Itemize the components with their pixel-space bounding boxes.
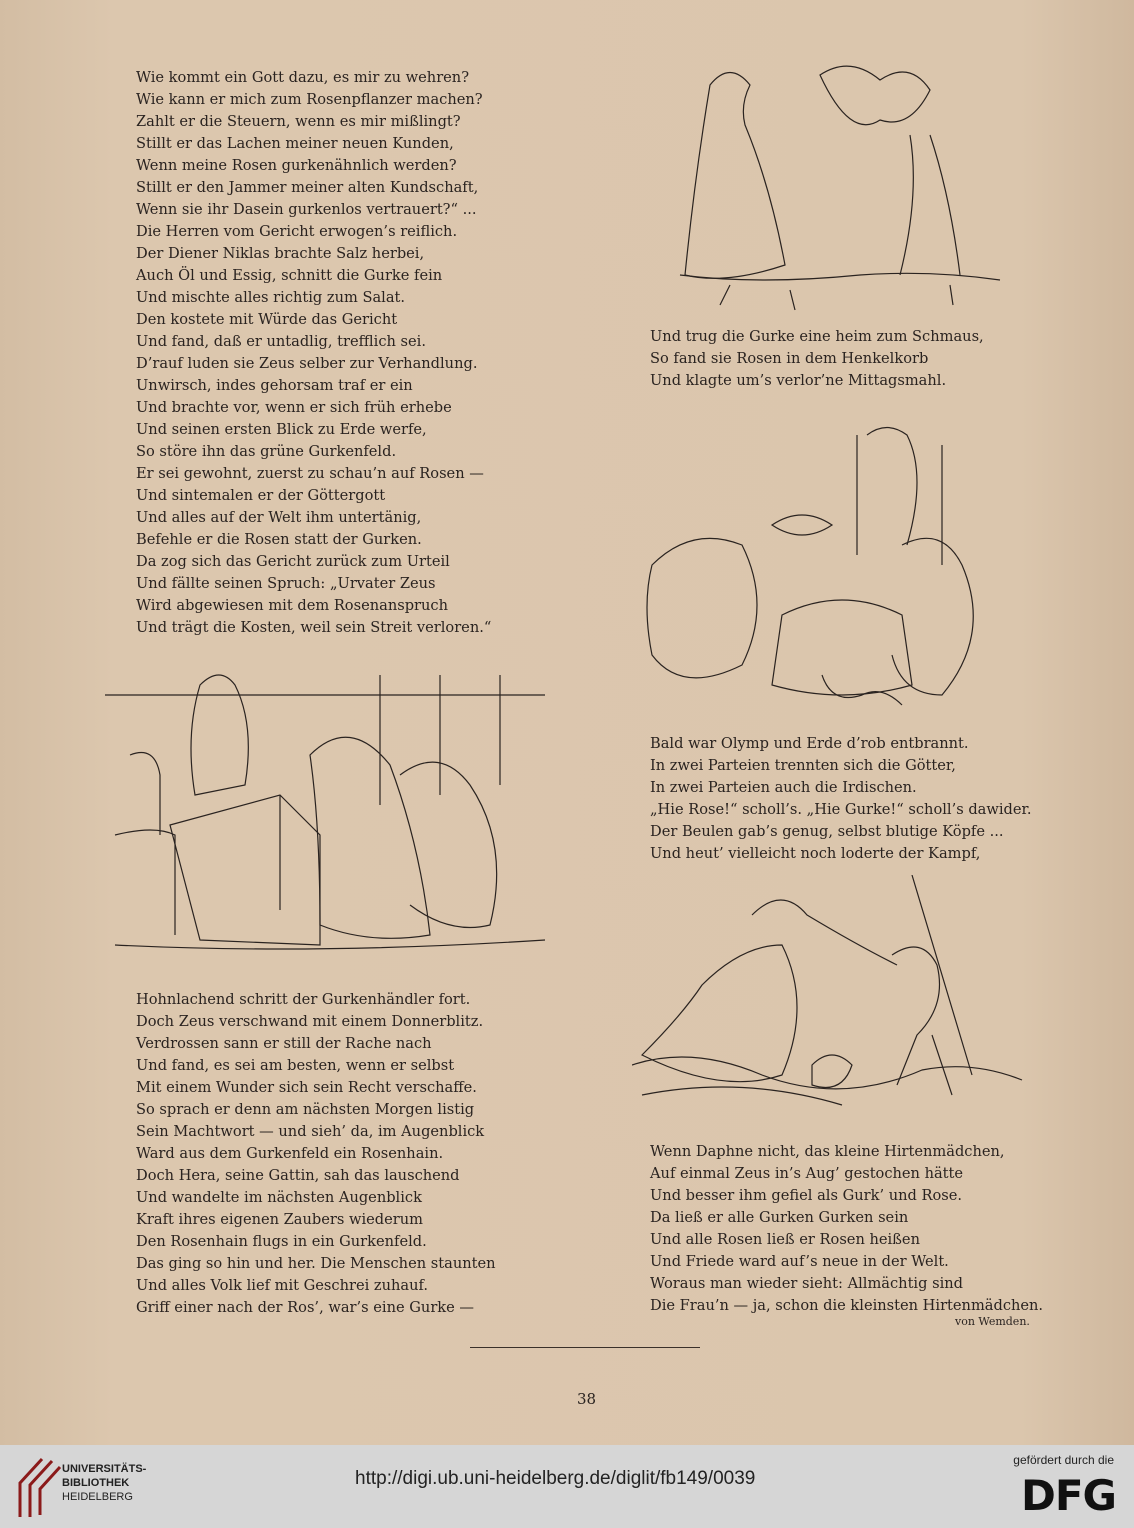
library-name-line-2: BIBLIOTHEK	[62, 1477, 130, 1489]
poem-line: Das ging so hin und her. Die Menschen staunten	[136, 1255, 496, 1272]
poem-line: Mit einem Wunder sich sein Recht verschaffe.	[136, 1079, 477, 1096]
illustration-zeus-and-daphne	[632, 875, 1027, 1125]
poem-line: Auch Öl und Essig, schnitt die Gurke fein	[136, 267, 443, 284]
poem-line: Unwirsch, indes gehorsam traf er ein	[136, 377, 413, 394]
poem-line: Wenn sie ihr Dasein gurkenlos vertrauert?“ ...	[136, 201, 477, 218]
poem-line: Doch Zeus verschwand mit einem Donnerblitz.	[136, 1013, 484, 1030]
poem-line: Der Diener Niklas brachte Salz herbei,	[136, 245, 425, 262]
poem-line: Und trägt die Kosten, weil sein Streit verloren.“	[136, 619, 492, 636]
poem-column-5	[650, 1141, 1043, 1317]
poem-line: Griff einer nach der Ros’, war’s eine Gurke —	[136, 1299, 475, 1316]
poem-line: Stillt er den Jammer meiner alten Kundschaft,	[136, 179, 479, 196]
library-name	[62, 1462, 146, 1504]
poem-line: D’rauf luden sie Zeus selber zur Verhandlung.	[136, 355, 478, 372]
poem-line: Stillt er das Lachen meiner neuen Kunden,	[136, 135, 454, 152]
poem-line: Wenn meine Rosen gurkenähnlich werden?	[136, 157, 457, 174]
poem-line: Sein Machtwort — und sieh’ da, im Augenblick	[136, 1123, 485, 1140]
permalink-url[interactable]: http://digi.ub.uni-heidelberg.de/diglit/fb149/0039	[355, 1468, 756, 1489]
poem-line: So sprach er denn am nächsten Morgen listig	[136, 1101, 475, 1118]
poem-line: Er sei gewohnt, zuerst zu schau’n auf Rosen —	[136, 465, 484, 482]
poem-line: Und besser ihm gefiel als Gurk’ und Rose.	[650, 1187, 963, 1204]
poem-line: Wenn Daphne nicht, das kleine Hirtenmädchen,	[650, 1143, 1005, 1160]
poem-line: Und brachte vor, wenn er sich früh erhebe	[136, 399, 452, 416]
poem-line: Wie kann er mich zum Rosenpflanzer machen?	[136, 91, 483, 108]
poem-line: Da ließ er alle Gurken Gurken sein	[650, 1209, 909, 1226]
illustration-court-scene	[100, 655, 555, 960]
poem-line: Ward aus dem Gurkenfeld ein Rosenhain.	[136, 1145, 444, 1162]
poem-line: Und mischte alles richtig zum Salat.	[136, 289, 406, 306]
poem-line: Und fand, es sei am besten, wenn er selbst	[136, 1057, 455, 1074]
poem-line: Doch Hera, seine Gattin, sah das lauschend	[136, 1167, 460, 1184]
poem-line: Zahlt er die Steuern, wenn es mir mißlingt?	[136, 113, 461, 130]
poem-line: Und Friede ward auf’s neue in der Welt.	[650, 1253, 949, 1270]
page-number: 38	[577, 1390, 597, 1408]
illustration-dancing-figures	[670, 45, 1010, 320]
poem-line: Und trug die Gurke eine heim zum Schmaus,	[650, 328, 984, 345]
poem-line: Die Herren vom Gericht erwogen’s reiflich.	[136, 223, 458, 240]
poem-line: „Hie Rose!“ scholl’s. „Hie Gurke!“ scholl’s dawider.	[650, 801, 1032, 818]
poem-line: Und fand, daß er untadlig, trefflich sei.	[136, 333, 426, 350]
poem-line: Wird abgewiesen mit dem Rosenanspruch	[136, 597, 448, 614]
poem-line: Bald war Olymp und Erde d’rob entbrannt.	[650, 735, 969, 752]
poem-line: Und fällte seinen Spruch: „Urvater Zeus	[136, 575, 436, 592]
poem-line: Und wandelte im nächsten Augenblick	[136, 1189, 422, 1206]
poem-line: In zwei Parteien auch die Irdischen.	[650, 779, 917, 796]
poem-line: Woraus man wieder sieht: Allmächtig sind	[650, 1275, 963, 1292]
poem-line: Wie kommt ein Gott dazu, es mir zu wehren?	[136, 69, 470, 86]
poem-line: Und sintemalen er der Göttergott	[136, 487, 386, 504]
poem-line: Und seinen ersten Blick zu Erde werfe,	[136, 421, 427, 438]
poem-line: Auf einmal Zeus in’s Aug’ gestochen hätte	[650, 1165, 964, 1182]
divider-rule	[470, 1347, 700, 1348]
poem-line: Und klagte um’s verlor’ne Mittagsmahl.	[650, 372, 947, 389]
poem-line: Hohnlachend schritt der Gurkenhändler fort.	[136, 991, 471, 1008]
poem-line: Kraft ihres eigenen Zaubers wiederum	[136, 1211, 423, 1228]
poem-line: In zwei Parteien trennten sich die Götter,	[650, 757, 956, 774]
library-name-line-3: HEIDELBERG	[62, 1491, 133, 1503]
poem-column-2	[136, 989, 496, 1319]
poem-line: Und alles Volk lief mit Geschrei zuhauf.	[136, 1277, 429, 1294]
author-signature: von Wemden.	[955, 1315, 1030, 1328]
poem-line: Und alle Rosen ließ er Rosen heißen	[650, 1231, 920, 1248]
library-name-line-1: UNIVERSITÄTS-	[62, 1463, 147, 1475]
poem-column-4	[650, 733, 1032, 865]
poem-line: Und alles auf der Welt ihm untertänig,	[136, 509, 422, 526]
poem-line: Den kostete mit Würde das Gericht	[136, 311, 398, 328]
illustration-banquet-table	[632, 415, 1022, 720]
poem-line: So fand sie Rosen in dem Henkelkorb	[650, 350, 929, 367]
funding-label: gefördert durch die	[1013, 1453, 1114, 1467]
poem-line: So störe ihn das grüne Gurkenfeld.	[136, 443, 397, 460]
poem-line: Und heut’ vielleicht noch loderte der Kampf,	[650, 845, 981, 862]
poem-line: Da zog sich das Gericht zurück zum Urteil	[136, 553, 450, 570]
dfg-logo: DFG	[1020, 1471, 1116, 1520]
poem-line: Den Rosenhain flugs in ein Gurkenfeld.	[136, 1233, 427, 1250]
poem-line: Befehle er die Rosen statt der Gurken.	[136, 531, 422, 548]
poem-line: Der Beulen gab’s genug, selbst blutige Köpfe ...	[650, 823, 1004, 840]
poem-line: Verdrossen sann er still der Rache nach	[136, 1035, 432, 1052]
poem-column-1	[136, 67, 491, 639]
poem-line: Die Frau’n — ja, schon die kleinsten Hirtenmädchen.	[650, 1297, 1044, 1314]
poem-column-3	[650, 326, 984, 392]
footer-bar	[0, 1445, 1134, 1528]
